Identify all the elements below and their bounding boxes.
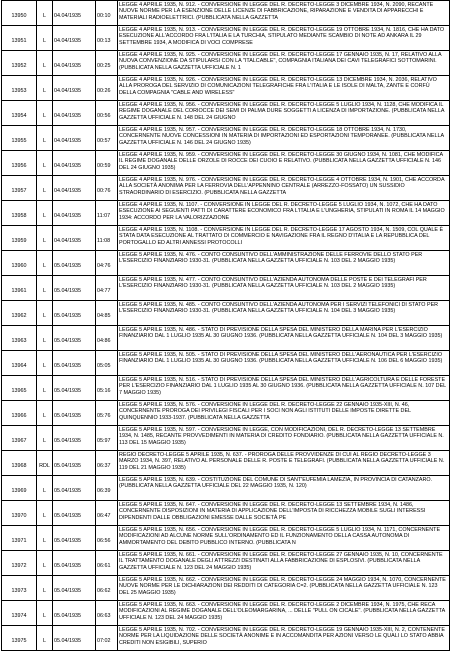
act-date: 05.04/1935	[53, 301, 96, 326]
entry-number: 13969	[2, 476, 37, 501]
entry-number: 13975	[2, 626, 37, 651]
act-date: 04.04/1935	[53, 51, 96, 76]
act-date: 04.04/1935	[53, 151, 96, 176]
act-description: LEGGE 4 APRILE 1935, N. 1107. - CONVERSIONE IN LEGGE DEL R. DECRETO-LEGGE 5 LUGLIO 1934, N. 1072, CHE HA DATO ESECUZIONE AI SEGUENTI PATTI DI CARATTERE ECONOMICO FRA L'ITALIA E L'UNGHERIA, STIPULATI IN ROMA IL 14 MAGGIO 1934: ACCORDO PER LA VALORIZZAZIONE	[118, 201, 450, 226]
act-description: LEGGE 5 APRILE 1935, N. 661. - CONVERSIONE IN LEGGE DEL R. DECRETO-LEGGE 27 GENNAIO 1935, N. 10, CONCERNENTE IL TRATTAMENTO DOGANALE DEGLI ATTREZZI DESTINATI ALLA FABBRICAZIONE DI ESPLOSIVI. (PUBBLICATA NELLA GAZZETTA UFFICIALE N. 123 DEL 24 MAGGIO 1935)	[118, 551, 450, 576]
table-row	[2, 151, 450, 176]
act-type: L	[37, 226, 53, 251]
act-description: LEGGE 4 APRILE 1935, N. 956. - CONVERSIONE IN LEGGE DEL R. DECRETO-LEGGE 5 LUGLIO 1934, N. 1128, CHE MODIFICA IL REGIME DOGANALE DEL CORIOCCE DEI SEMI DI PALMA DURE SOGGETTI A LICENZA DI IMPORTAZIONE. (PUBBLICATA NELLA GAZZETTA UFFICIALE N. 148 DEL 24 GIUGNO	[118, 101, 450, 126]
entry-number: 13964	[2, 351, 37, 376]
act-description: LEGGE 5 APRILE 1935, N. 485. - CONTO CONSUNTIVO DELL'AZIENDA AUTONOMA PER I SERVIZI TELEFONICI DI STATO PER L'ESERCIZIO FINANZIARIO 1930-31. (PUBBLICATA NELLA GAZZETTA UFFICIALE N. 104 DEL 3 MAGGIO 1935)	[118, 301, 450, 326]
act-type: L	[37, 501, 53, 526]
act-date: 05.04/1935	[53, 501, 96, 526]
act-description: LEGGE 4 APRILE 1935, N. 925. - CONVERSIONE IN LEGGE DEL R. DECRETO-LEGGE 17 GENNAIO 1935, N. 17, RELATIVO ALLA NUOVA CONVENZIONE DA STIPULARSI CON LA "ITALCABLE", COMPAGNIA ITALIANA DEI CAVI TELEGRAFICI SOTTOMARINI. (PUBBLICATA NELLA GAZZETTA UFFICIALE N. 1	[118, 51, 450, 76]
table-row	[2, 176, 450, 201]
act-date: 05.04/1935	[53, 376, 96, 401]
act-type: L	[37, 351, 53, 376]
page-ref: 00:25	[96, 51, 118, 76]
table-row	[2, 126, 450, 151]
act-type: L	[37, 476, 53, 501]
act-type: L	[37, 426, 53, 451]
act-date: 05.04/1935	[53, 401, 96, 426]
act-type: L	[37, 201, 53, 226]
act-type: L	[37, 176, 53, 201]
act-date: 04.04/1935	[53, 176, 96, 201]
act-description: LEGGE 5 APRILE 1935, N. 663. - CONVERSIONE IN LEGGE DEL R. DECRETO-LEGGE 2 DICEMBRE 1934, N. 1975, CHE RECA MODIFICAZIONI AL REGIME DOGANALE DELL'OLEOMARGARINA, ... DELLE "PULL ON CICALE". (PUBBLICATA NELLA GAZZETTA UFFICIALE N. 123 DEL 24 MAGGIO 1935)	[118, 601, 450, 626]
act-date: 05.04/1935	[53, 626, 96, 651]
act-description: LEGGE 5 APRILE 1935, N. 516. - STATO DI PREVISIONE DELLA SPESA DEL MINISTERO DELL'AGRICOLTURA E DELLE FORESTE PER L'ESERCIZIO FINANZIARIO DAL 1 LUGLIO 1935 AL 30 GIUGNO 1936. (PUBBLICATA NELLA GAZZETTA UFFICIALE N. 107 DEL 7 MAGGIO 1935)	[118, 376, 450, 401]
entry-number: 13970	[2, 501, 37, 526]
act-type: L	[37, 576, 53, 601]
register-table	[1, 0, 450, 651]
entry-number: 13952	[2, 51, 37, 76]
act-date: 05.04/1935	[53, 451, 96, 476]
act-date: 04.04/1935	[53, 201, 96, 226]
act-date: 05.04/1935	[53, 551, 96, 576]
page-ref: 06:61	[96, 551, 118, 576]
table-row	[2, 501, 450, 526]
page-ref: 11:07	[96, 201, 118, 226]
entry-number: 13965	[2, 376, 37, 401]
act-description: LEGGE 4 APRILE 1935, N. 926. - CONVERSIONE IN LEGGE DEL R. DECRETO-LEGGE 13 DICEMBRE 1934, N. 2036, RELATIVO ALLA PROROGA DEL SERVIZIO DI COMUNICAZIONI TELEGRAFICHE FRA L'ITALIA E LE ISOLE DI MALTA, ZANTE E CORFÙ DELLA COMPAGNIA "CABLE AND WIRELESS"	[118, 76, 450, 101]
table-row	[2, 351, 450, 376]
page-ref: 06:63	[96, 601, 118, 626]
page-ref: 04:86	[96, 326, 118, 351]
act-description: LEGGE 5 APRILE 1935, N. 486. - STATO DI PREVISIONE DELLA SPESA DEL MINISTERO DELLA MARINA PER L'ESERCIZIO FINANZIARIO DAL 1 LUGLIO 1935 AL 30 GIUGNO 1936. (PUBBLICATA NELLA GAZZETTA UFFICIALE N. 104 DEL 3 MAGGIO 1935)	[118, 326, 450, 351]
act-type: L	[37, 26, 53, 51]
entry-number: 13951	[2, 26, 37, 51]
entry-number: 13968	[2, 451, 37, 476]
table-row	[2, 601, 450, 626]
act-date: 05.04/1935	[53, 251, 96, 276]
act-type: L	[37, 251, 53, 276]
act-description: LEGGE 4 APRILE 1935, N. 959. - CONVERSIONE IN LEGGE DEL R. DECRETO-LEGGE 30 GIUGNO 1934, N. 1081, CHE MODIFICA IL REGIME DOGANALE DELLE ORZOLE DI ROCCE DEI CUOIO E RELATIVO. (PUBBLICATA NELLA GAZZETTA UFFICIALE N. 146 DEL 24 GIUGNO 1935)	[118, 151, 450, 176]
act-type: L	[37, 626, 53, 651]
table-row	[2, 576, 450, 601]
table-row	[2, 401, 450, 426]
table-row	[2, 626, 450, 651]
table-row	[2, 451, 450, 476]
act-description: LEGGE 4 APRILE 1935, N. 1108. - CONVERSIONE IN LEGGE DEL R. DECRETO-LEGGE 17 AGOSTO 1934, N. 1509, COL QUALE È STATA DATA ESECUZIONE AL TRATTATO DI COMMERCIO E NAVIGAZIONE FRA IL REGNO D'ITALIA E LA REPUBBLICA DEL PORTOGALLO ED ALTRI ANNESSI PROTOCOLLI	[118, 226, 450, 251]
entry-number: 13962	[2, 301, 37, 326]
act-description: LEGGE 5 APRILE 1935, N. 477. - CONTO CONSUNTIVO DELL'AZIENDA AUTONOMA DELLE POSTE E DEI TELEGRAFI PER L'ESERCIZIO FINANZIARIO 1930-31. (PUBBLICATA NELLA GAZZETTA UFFICIALE N. 103 DEL 2 MAGGIO 1935)	[118, 276, 450, 301]
act-type: L	[37, 376, 53, 401]
table-row	[2, 276, 450, 301]
page-ref: 06:39	[96, 476, 118, 501]
entry-number: 13961	[2, 276, 37, 301]
entry-number: 13955	[2, 126, 37, 151]
table-row	[2, 376, 450, 401]
page-ref: 00:10	[96, 1, 118, 26]
act-date: 05.04/1935	[53, 601, 96, 626]
act-type: L	[37, 401, 53, 426]
page-ref: 06:47	[96, 501, 118, 526]
page-ref: 05:97	[96, 426, 118, 451]
page-ref: 00:57	[96, 126, 118, 151]
page-ref: 00:56	[96, 101, 118, 126]
act-date: 05.04/1935	[53, 426, 96, 451]
act-type: L	[37, 101, 53, 126]
table-row	[2, 551, 450, 576]
act-date: 05.04/1935	[53, 576, 96, 601]
table-row	[2, 201, 450, 226]
table-row	[2, 526, 450, 551]
act-description: REGIO DECRETO-LEGGE 5 APRILE 1935, N. 637. - PROROGA DELLE PROVVIDENZE DI CUI AL REGIO DECRETO-LEGGE 3 MARZO 1934, N. 397, RELATIVO AL PERSONALE DELLE R. POSTE E TELEGRAFI. (PUBBLICATA NELLA GAZZETTA UFFICIALE N. 119 DEL 21 MAGGIO 1935)	[118, 451, 450, 476]
page-ref: 00:59	[96, 151, 118, 176]
entry-number: 13959	[2, 226, 37, 251]
act-type: L	[37, 326, 53, 351]
entry-number: 13966	[2, 401, 37, 426]
act-date: 05.04/1935	[53, 526, 96, 551]
act-type: L	[37, 126, 53, 151]
page-ref: 06:62	[96, 576, 118, 601]
act-type: L	[37, 276, 53, 301]
act-type: L	[37, 51, 53, 76]
act-date: 04.04/1935	[53, 226, 96, 251]
table-row	[2, 1, 450, 26]
page-ref: 06:37	[96, 451, 118, 476]
entry-number: 13954	[2, 101, 37, 126]
page-ref: 00:13	[96, 26, 118, 51]
table-row	[2, 426, 450, 451]
table-row	[2, 26, 450, 51]
act-date: 04.04/1935	[53, 76, 96, 101]
act-description: LEGGE 5 APRILE 1935, N. 662. - CONVERSIONE IN LEGGE DEL R. DECRETO-LEGGE 24 MAGGIO 1934, N. 1070, CONCERNENTE NUOVE NORME PER LE DICHIARAZIONI DEI REDDITI DI CATEGORIA C=2. (PUBBLICATA NELLA GAZZETTA UFFICIALE N. 123 DEL 25 MAGGIO 1935)	[118, 576, 450, 601]
table-row	[2, 76, 450, 101]
act-date: 04.04/1935	[53, 101, 96, 126]
act-date: 05.04/1935	[53, 351, 96, 376]
act-description: LEGGE 5 APRILE 1935, N. 656. - CONVERSIONE IN LEGGE DEL R. DECRETO-LEGGE 5 LUGLIO 1934, N. 1171, CONCERNENTE MODIFICAZIONI AD ALCUNE NORME SULL'ORDINAMENTO ED IL FUNZIONAMENTO DELLA CASSA AUTONOMA DI AMMORTAMENTO DEL DEBITO PUBBLICO INTERNO. (PUBBLICATA N	[118, 526, 450, 551]
entry-number: 13957	[2, 176, 37, 201]
table-row	[2, 251, 450, 276]
entry-number: 13950	[2, 1, 37, 26]
act-description: LEGGE 4 APRILE 1935, N. 913. - CONVERSIONE IN LEGGE DEL R. DECRETO-LEGGE 19 OTTOBRE 1934, N. 1816, CHE HA DATO ESECUZIONE ALL'ACCORDO FRA L'ITALIA E LA TURCHIA, STIPULATO MEDIANTE SCAMBIO DI NOTE AD ANKARA IL 29 SETTEMBRE 1934, A MODIFICA DI VOCI COMPRESE	[118, 26, 450, 51]
entry-number: 13956	[2, 151, 37, 176]
table-row	[2, 326, 450, 351]
act-description: LEGGE 4 APRILE 1935, N. 912. - CONVERSIONE IN LEGGE DEL R. DECRETO-LEGGE 3 DICEMBRE 1934, N. 2090, RECANTE NUOVE NORME PER LA ESENZIONE DELLE LICENZE DI FABBRICAZIONE, RIPARAZIONE E VENDITA DI APPARECCHI E MATERIALI RADIOELETTRICI. (PUBBLICATA NELLA GAZZETTA	[118, 1, 450, 26]
act-description: LEGGE 5 APRILE 1935, N. 597. - CONVERSIONE IN LEGGE, CON MODIFICAZIONI, DEL R. DECRETO-LEGGE 13 SETTEMBRE 1934, N. 1485, RECANTE PROVVEDIMENTI IN MATERIA DI CREDITO FONDIARIO. (PUBBLICATA NELLA GAZZETTA UFFICIALE N. 113 DEL 15 MAGGIO 1935)	[118, 426, 450, 451]
act-description: LEGGE 5 APRILE 1935, N. 505. - STATO DI PREVISIONE DELLA SPESA DEL MINISTERO DELL'AERONAUTICA PER L'ESERCIZIO FINANZIARIO DAL 1 LUGLIO 1935 AL 30 GIUGNO 1936. (PUBBLICATA NELLA GAZZETTA UFFICIALE N. 106 DEL 6 MAGGIO 1935)	[118, 351, 450, 376]
act-type: L	[37, 1, 53, 26]
act-description: LEGGE 5 APRILE 1935, N. 702. - CONVERSIONE IN LEGGE DEL R. DECRETO-LEGGE 19 GENNAIO 1935-XIII, N. 2, CONTENENTE NORME PER LA LIQUIDAZIONE DELLE SOCIETÀ ANONIME E IN ACCOMANDITA PER AZIONI VERSO LE QUALI LO STATO ABBIA CREDITI NON ESIGIBILI, SUPERIO	[118, 626, 450, 651]
page-ref: 00:26	[96, 76, 118, 101]
act-date: 05.04/1935	[53, 476, 96, 501]
act-description: LEGGE 4 APRILE 1935, N. 976. - CONVERSIONE IN LEGGE DEL R. DECRETO-LEGGE 4 OTTOBRE 1934, N. 1901, CHE ACCORDA ALLA SOCIETÀ ANONIMA PER LA FERROVIA DELL'APPENNINO CENTRALE (ARREZZO-FOSSATO) UN SUSSIDIO STRAORDINARIO DI ESERCIZIO. (PUBBLICATA NELLA GAZZETTA	[118, 176, 450, 201]
page-ref: 04:77	[96, 276, 118, 301]
act-type: L	[37, 151, 53, 176]
act-date: 04.04/1935	[53, 26, 96, 51]
page-ref: 05:16	[96, 376, 118, 401]
entry-number: 13971	[2, 526, 37, 551]
act-description: LEGGE 5 APRILE 1935, N. 639. - COSTITUZIONE DEL COMUNE DI SANT'EUFEMIA LAMEZIA, IN PROVINCIA DI CATANZARO. (PUBBLICATA NELLA GAZZETTA UFFICIALE DEL 22 MAGGIO 1935, N. 120)	[118, 476, 450, 501]
act-type: L	[37, 551, 53, 576]
entry-number: 13972	[2, 551, 37, 576]
page-ref: 06:56	[96, 526, 118, 551]
act-type: L	[37, 601, 53, 626]
table-row	[2, 51, 450, 76]
table-row	[2, 476, 450, 501]
act-type: L	[37, 76, 53, 101]
entry-number: 13958	[2, 201, 37, 226]
entry-number: 13953	[2, 76, 37, 101]
act-description: LEGGE 5 APRILE 1935, N. 476. - CONTO CONSUNTIVO DELL'AMMINISTRAZIONE DELLE FERROVIE DELLO STATO PER L'ESERCIZIO FINANZIARIO 1930-31. (PUBBLICATA NELLA GAZZETTA UFFICIALE N. 103 DEL 2 MAGGIO 1935)	[118, 251, 450, 276]
act-type: L	[37, 301, 53, 326]
act-date: 05.04/1935	[53, 326, 96, 351]
entry-number: 13974	[2, 601, 37, 626]
act-description: LEGGE 4 APRILE 1935, N. 957. - CONVERSIONE IN LEGGE DEL R. DECRETO-LEGGE 18 OTTOBRE 1934, N. 1730, CONCERNENTE NUOVE CONCESSIONI IN MATERIA DI IMPORTAZIONI ED ESPORTAZIONI TEMPORANEE. (PUBBLICATA NELLA GAZZETTA UFFICIALE N. 146 DEL 24 GIUGNO 1935)	[118, 126, 450, 151]
page-ref: 11:08	[96, 226, 118, 251]
table-row	[2, 101, 450, 126]
act-description: LEGGE 5 APRILE 1935, N. 647. - CONVERSIONE IN LEGGE DEL R. DECRETO-LEGGE 13 SETTEMBRE 1934, N. 1486, CONCERNENTE DISPOSIZIONI IN MATERIA DI APPLICAZIONE DELL'IMPOSTA DI RICCHEZZA MOBILE SUGLI INTERESSI DIPENDENTI DALLE OBBLIGAZIONI EMESSE DALLE SOCIETÀ PE	[118, 501, 450, 526]
page-ref: 07:02	[96, 626, 118, 651]
page-ref: 05:76	[96, 401, 118, 426]
page-ref: 04:76	[96, 251, 118, 276]
entry-number: 13973	[2, 576, 37, 601]
page-ref: 04:85	[96, 301, 118, 326]
act-type: L	[37, 526, 53, 551]
page-ref: 05:05	[96, 351, 118, 376]
entry-number: 13960	[2, 251, 37, 276]
entry-number: 13963	[2, 326, 37, 351]
act-date: 04.04/1935	[53, 1, 96, 26]
table-row	[2, 301, 450, 326]
act-description: LEGGE 5 APRILE 1935, N. 576. - CONVERSIONE IN LEGGE DEL R. DECRETO-LEGGE 22 GENNAIO 1935-XIII, N. 46, CONCERNENTE PROROGA DEI PRIVILEGI FISCALI PER I SOCI NON AGLI ISTITUTI DELLE IMPOSTE DIRETTE DEL QUINQUENNIO 1933-1937. (PUBBLICATA NELLA GAZZETTA	[118, 401, 450, 426]
page-ref: 00:76	[96, 176, 118, 201]
act-type: RDL	[37, 451, 53, 476]
table-row	[2, 226, 450, 251]
act-date: 04.04/1935	[53, 126, 96, 151]
entry-number: 13967	[2, 426, 37, 451]
register-rows	[2, 1, 450, 651]
act-date: 05.04/1935	[53, 276, 96, 301]
